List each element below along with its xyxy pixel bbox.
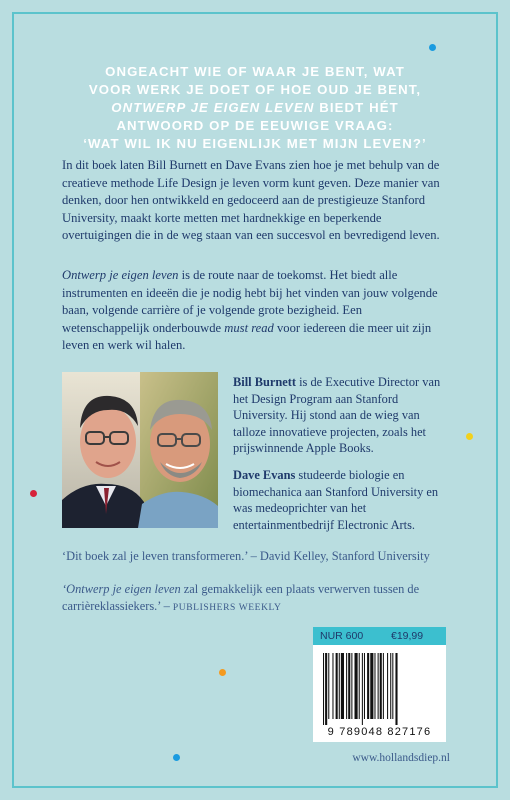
book-title-italic: ‘Ontwerp je eigen leven [62, 582, 181, 596]
headline-line: VOOR WERK JE DOET OF HOE OUD JE BENT, [88, 82, 422, 97]
decorative-dot-red [30, 490, 37, 497]
quote-publishers-weekly [62, 581, 462, 617]
headline-line: ANTWOORD OP DE EEUWIGE VRAAG: [116, 118, 394, 133]
barcode-block [313, 627, 446, 742]
bio-bill-burnett [233, 374, 447, 457]
author-name: Dave Evans [233, 468, 296, 482]
quote-text: zal gemakkelijk een plaats verwerven tussen de carrièreklassiekers.’ – [62, 582, 420, 613]
bio-text: is de Executive Director van het Design Program aan Stanford University. Hij stond aan de wieg van talloze innovatieve projecten, zoals het prijswinnende Apple Books. [233, 375, 441, 456]
intro-paragraph: In dit boek laten Bill Burnett en Dave Evans zien hoe je met behulp van de creatieve methode Life Design je leven vorm kunt geven. Deze manier van denken, door hen ontwikkeld en gedoceerd aan de prestigieuze Stanford University, maakt korte metten met hardnekkige en beperkende overtuigingen die in de weg staan van een succesvol en bevredigend leven. [62, 158, 440, 242]
book-title-italic: Ontwerp je eigen leven [62, 268, 179, 282]
author-name: Bill Burnett [233, 375, 296, 389]
barcode-icon [313, 647, 446, 725]
book-title-italic: ONTWERP JE EIGEN LEVEN [111, 100, 315, 115]
publisher-website: www.hollandsdiep.nl [352, 752, 450, 764]
headline-line: ONGEACHT WIE OF WAAR JE BENT, WAT [105, 64, 405, 79]
headline-line: ‘WAT WIL IK NU EIGENLIJK MET MIJN LEVEN?’ [83, 136, 427, 151]
isbn-number: 9 789048 827176 [327, 726, 432, 738]
decorative-dot-yellow [466, 433, 473, 440]
headline-text: BIEDT HÉT [314, 100, 399, 115]
route-paragraph [62, 267, 446, 355]
route-text: voor iedereen die meer uit zijn leven en werk wil halen. [62, 320, 432, 352]
route-text: is de route naar de toekomst. Het biedt alle instrumenten en ideeën die je nodig hebt bij het vinden van jouw volgende baan, volgende carrière of je volgende grote bezigheid. Een wetenschappelijk onderbouwde [62, 268, 438, 335]
decorative-dot-blue [173, 754, 180, 761]
quote-david-kelley: ‘Dit boek zal je leven transformeren.’ – David Kelley, Stanford University [62, 549, 430, 563]
bio-dave-evans [233, 467, 447, 533]
author-photo [62, 372, 218, 528]
headline [60, 63, 450, 153]
bio-text: studeerde biologie en biomechanica aan Stanford University en was medeoprichter van het entertainmentbedrijf Electronic Arts. [233, 468, 439, 532]
author-photo-illustration [62, 372, 218, 528]
price: €19,99 [391, 630, 424, 642]
nur-code: NUR 600 [320, 630, 364, 642]
price-bar [313, 627, 446, 645]
must-read-italic: must read [224, 320, 274, 335]
headline-line [60, 99, 450, 117]
decorative-dot-blue [429, 44, 436, 51]
quote-source: PUBLISHERS WEEKLY [172, 603, 282, 613]
decorative-dot-orange [219, 669, 226, 676]
